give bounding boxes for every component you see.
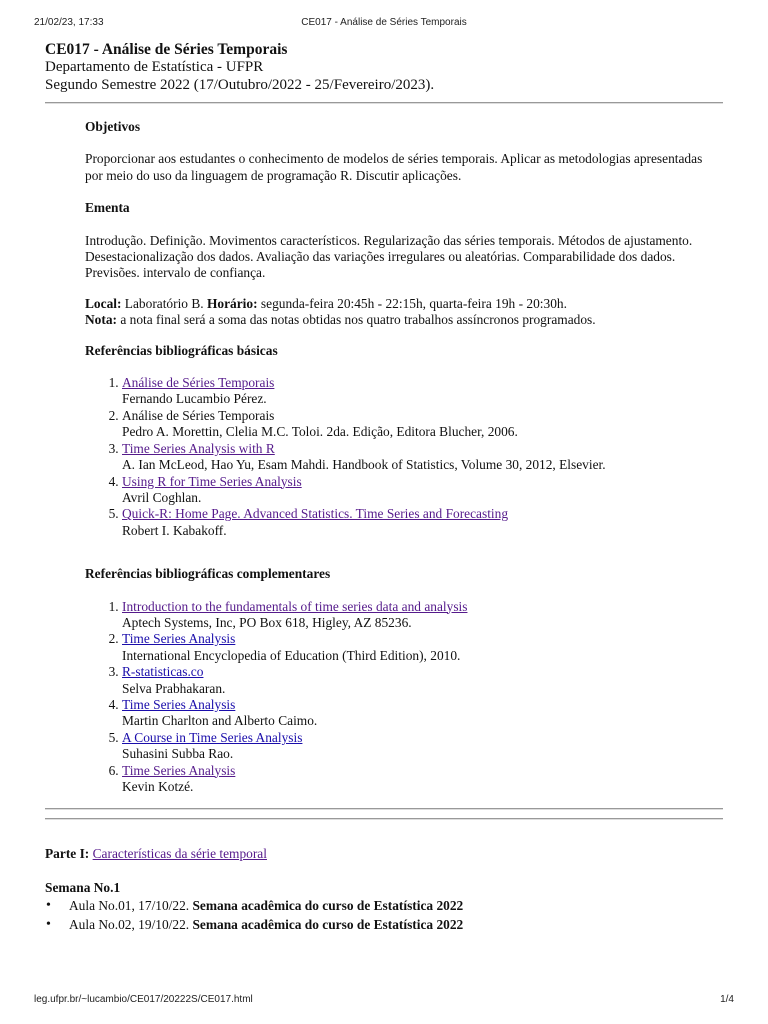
list-item — [122, 697, 723, 730]
ref-link[interactable]: Time Series Analysis with R — [122, 440, 275, 456]
list-item — [122, 408, 723, 441]
ref-title: Análise de Séries Temporais — [122, 407, 275, 423]
ref-link[interactable]: Time Series Analysis — [122, 696, 236, 712]
nota-value: a nota final será a soma das notas obtidas nos quatro trabalhos assíncronos programados. — [116, 312, 596, 328]
refs-basicas-heading: Referências bibliográficas básicas — [85, 342, 278, 358]
ref-link[interactable]: Time Series Analysis — [122, 631, 236, 647]
aula-text: Aula No.01, 17/10/22. — [69, 898, 193, 914]
refs-complementares-heading: Referências bibliográficas complementares — [85, 566, 331, 582]
objetivos-heading: Objetivos — [85, 119, 141, 134]
ref-link[interactable]: R-statisticas.co — [122, 664, 204, 680]
print-page-number: 1/4 — [720, 994, 734, 1005]
objetivos-line-1: Proporcionar aos estudantes o conhecimento de modelos de séries temporais. Aplicar as metodologias apresentadas — [85, 151, 703, 167]
ementa-line-3: Previsões. intervalo de confiança. — [85, 265, 266, 281]
ementa-line-2: Desestacionalização dos dados. Avaliação das variações irregulares ou aleatórias. Comparabilidade dos dados. — [85, 249, 676, 265]
parte-1-label: Parte I: — [45, 846, 90, 862]
aula-note: Semana acadêmica do curso de Estatística 2022 — [192, 898, 464, 914]
ref-link[interactable]: Análise de Séries Temporais — [122, 375, 275, 391]
ref-link[interactable]: Using R for Time Series Analysis — [122, 473, 302, 489]
ref-link[interactable]: Time Series Analysis — [122, 762, 236, 778]
print-header — [0, 17, 768, 31]
ref-author: Aptech Systems, Inc, PO Box 618, Higley, AZ 85236. — [122, 614, 412, 630]
objetivos-line-2: por meio do uso da linguagem de programação R. Discutir aplicações. — [85, 167, 462, 183]
nota-line — [85, 312, 723, 328]
ref-author: Kevin Kotzé. — [122, 779, 194, 794]
semana-1-heading: Semana No.1 — [45, 879, 121, 895]
list-item — [122, 730, 723, 763]
print-datetime: 21/02/23, 17:33 — [34, 17, 104, 28]
local-label: Local: — [85, 295, 122, 311]
ref-author: Fernando Lucambio Pérez. — [122, 391, 267, 407]
page-content — [45, 40, 723, 934]
ref-author: Suhasini Subba Rao. — [122, 746, 234, 762]
refs-complementares-list — [85, 599, 723, 796]
list-item — [122, 763, 723, 796]
print-doc-title: CE017 - Análise de Séries Temporais — [301, 17, 467, 28]
aula-text: Aula No.02, 19/10/22. — [69, 917, 193, 933]
ref-author: A. Ian McLeod, Hao Yu, Esam Mahdi. Handbook of Statistics, Volume 30, 2012, Elsevier. — [122, 457, 606, 473]
list-item — [122, 664, 723, 697]
ref-author: Pedro A. Morettin, Clelia M.C. Toloi. 2da. Edição, Editora Blucher, 2006. — [122, 424, 518, 440]
divider — [45, 102, 723, 104]
ref-author: Martin Charlton and Alberto Caimo. — [122, 713, 318, 729]
list-item — [122, 631, 723, 664]
ref-author: Robert I. Kabakoff. — [122, 522, 227, 538]
objetivos-text — [85, 151, 723, 184]
local-line — [85, 296, 723, 312]
ref-link[interactable]: Introduction to the fundamentals of time series data and analysis — [122, 598, 468, 614]
ref-link[interactable]: Quick-R: Home Page. Advanced Statistics. Time Series and Forecasting — [122, 506, 509, 522]
horario-label: Horário: — [206, 295, 258, 311]
semester: Segundo Semestre 2022 (17/Outubro/2022 - 25/Fevereiro/2023). — [45, 76, 435, 93]
horario-value: segunda-feira 20:45h - 22:15h, quarta-feira 19h - 20:30h. — [257, 295, 567, 311]
print-footer — [0, 994, 768, 1008]
aula-note: Semana acadêmica do curso de Estatística 2022 — [192, 917, 464, 933]
divider — [45, 808, 723, 810]
list-item — [122, 599, 723, 632]
ref-author: Avril Coghlan. — [122, 489, 202, 505]
department: Departamento de Estatística - UFPR — [45, 59, 264, 75]
list-item — [122, 474, 723, 507]
semana-1-list — [45, 896, 723, 934]
ref-author: International Encyclopedia of Education (Third Edition), 2010. — [122, 647, 461, 663]
ementa-heading: Ementa — [85, 200, 130, 216]
ref-author: Selva Prabhakaran. — [122, 680, 226, 696]
refs-basicas-list — [85, 375, 723, 539]
list-item — [69, 915, 723, 934]
list-item — [69, 896, 723, 915]
list-item — [122, 441, 723, 474]
parte-1-line — [45, 846, 723, 862]
parte-1-link[interactable]: Características da série temporal — [92, 846, 267, 862]
nota-label: Nota: — [85, 312, 117, 328]
course-title: CE017 - Análise de Séries Temporais — [45, 41, 288, 58]
list-item — [122, 506, 723, 539]
ref-link[interactable]: A Course in Time Series Analysis — [122, 729, 303, 745]
local-value: Laboratório B. — [121, 295, 207, 311]
course-info — [85, 119, 723, 795]
list-item — [122, 375, 723, 408]
ementa-text — [85, 233, 723, 282]
print-url: leg.ufpr.br/~lucambio/CE017/20222S/CE017.html — [34, 994, 253, 1005]
ementa-line-1: Introdução. Definição. Movimentos característicos. Regularização das séries temporais. Métodos de ajustamento. — [85, 232, 693, 248]
